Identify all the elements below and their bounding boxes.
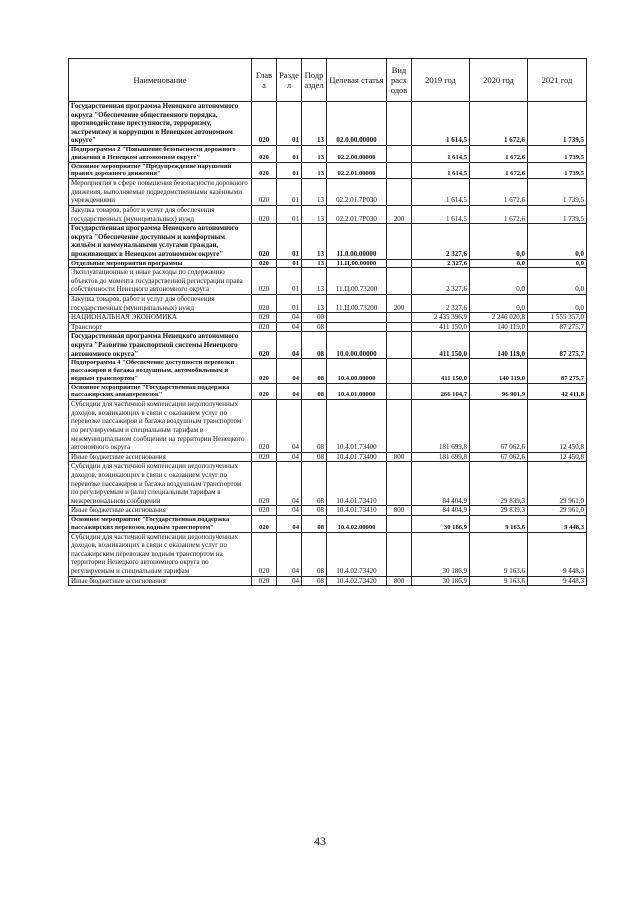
cell-vid: 200: [387, 205, 412, 223]
cell-vid: [387, 532, 412, 576]
cell-2020: 67 062,6: [470, 400, 528, 453]
cell-2020: 9 163,6: [470, 576, 528, 586]
cell-glava: 020: [252, 400, 277, 453]
table-row: [69, 452, 587, 462]
cell-target: 02.2.01.7Р030: [327, 179, 387, 206]
cell-target: 02.2.01.7Р030: [327, 205, 387, 223]
cell-target: 02.2.01.00000: [327, 162, 387, 179]
table-row: [69, 145, 587, 162]
cell-glava: 020: [252, 145, 277, 162]
cell-2019: 1 614,5: [412, 179, 470, 206]
cell-razdel: 04: [277, 383, 302, 400]
cell-2020: 0,0: [470, 295, 528, 313]
cell-glava: 020: [252, 332, 277, 359]
cell-2021: 12 450,8: [528, 400, 587, 453]
cell-name: Подпрограмма 2 "Повышение безопасности дорожного движения в Ненецком автономном округе": [69, 145, 252, 162]
page-number: 43: [314, 834, 326, 848]
cell-razdel: 04: [277, 322, 302, 332]
cell-target: 10.4.01.73410: [327, 462, 387, 506]
cell-razdel: 04: [277, 462, 302, 506]
header-2020: 2020 год: [470, 59, 528, 102]
cell-name: Иные бюджетные ассигнования: [69, 576, 252, 586]
cell-2021: 42 411,8: [528, 383, 587, 400]
cell-2020: 96 901,9: [470, 383, 528, 400]
cell-2021: 0,0: [528, 295, 587, 313]
cell-2019: 411 150,0: [412, 332, 470, 359]
cell-2021: 0,0: [528, 268, 587, 295]
cell-2019: 2 327,6: [412, 268, 470, 295]
cell-name: Иные бюджетные ассигнования: [69, 452, 252, 462]
cell-podrazdel: 13: [302, 224, 327, 259]
cell-vid: 800: [387, 452, 412, 462]
table-header-row: [69, 59, 587, 102]
cell-podrazdel: 13: [302, 145, 327, 162]
cell-2019: 30 186,9: [412, 576, 470, 586]
cell-2020: 140 119,0: [470, 322, 528, 332]
cell-target: [327, 322, 387, 332]
header-razdel: Разде л: [277, 59, 302, 102]
cell-glava: 020: [252, 515, 277, 532]
cell-vid: [387, 179, 412, 206]
cell-2020: 2 246 020,8: [470, 313, 528, 323]
cell-2020: 1 672,6: [470, 162, 528, 179]
cell-2021: 1 739,5: [528, 205, 587, 223]
cell-name: НАЦИОНАЛЬНАЯ ЭКОНОМИКА: [69, 313, 252, 323]
cell-razdel: 01: [277, 162, 302, 179]
table-row: [69, 322, 587, 332]
cell-2021: 0,0: [528, 259, 587, 268]
cell-razdel: 04: [277, 400, 302, 453]
cell-2019: 1 614,5: [412, 102, 470, 146]
header-vid: Вид расх одов: [387, 59, 412, 102]
cell-vid: [387, 359, 412, 383]
cell-2020: 1 672,6: [470, 179, 528, 206]
cell-target: 10.4.02.73420: [327, 576, 387, 586]
cell-2021: 29 961,0: [528, 462, 587, 506]
table-row: [69, 259, 587, 268]
cell-2019: 30 186,9: [412, 532, 470, 576]
cell-target: 10.4.01.73410: [327, 506, 387, 516]
table-row: [69, 359, 587, 383]
cell-target: 11.Ц.00.73200: [327, 268, 387, 295]
cell-2021: 87 275,7: [528, 322, 587, 332]
header-target: Целевая статья: [327, 59, 387, 102]
header-glava: Глав а: [252, 59, 277, 102]
cell-name: Закупка товаров, работ и услуг для обеспечения государственных (муниципальных) нужд: [69, 205, 252, 223]
cell-glava: 020: [252, 259, 277, 268]
cell-name: Основное мероприятие "Государственная поддержка пассажирских авиаперевозок": [69, 383, 252, 400]
cell-podrazdel: 08: [302, 462, 327, 506]
cell-name: Основное мероприятие "Государственная поддержка пассажирских перевозок водным транспортом": [69, 515, 252, 532]
cell-glava: 020: [252, 576, 277, 586]
cell-2021: 1 739,5: [528, 179, 587, 206]
cell-vid: [387, 224, 412, 259]
cell-podrazdel: 00: [302, 313, 327, 323]
table-row: [69, 532, 587, 576]
cell-glava: 020: [252, 359, 277, 383]
cell-vid: [387, 259, 412, 268]
cell-podrazdel: 08: [302, 576, 327, 586]
cell-name: Субсидии для частичной компенсации недополученных доходов, возникающих в связи с оказанием услуг по перевозке пассажиров и багажа воздушным транспортом по регулируемым и специальным тарифам в межмуниципальном сообщении на территории Ненецкого автономного округа: [69, 400, 252, 453]
cell-vid: [387, 313, 412, 323]
cell-2019: 1 614,5: [412, 205, 470, 223]
cell-2021: 1 739,5: [528, 102, 587, 146]
cell-2019: 84 404,9: [412, 462, 470, 506]
cell-2020: 0,0: [470, 224, 528, 259]
cell-razdel: 01: [277, 205, 302, 223]
cell-razdel: 01: [277, 295, 302, 313]
cell-razdel: 04: [277, 313, 302, 323]
cell-podrazdel: 13: [302, 268, 327, 295]
cell-razdel: 01: [277, 259, 302, 268]
cell-2021: 87 275,7: [528, 359, 587, 383]
cell-vid: [387, 322, 412, 332]
cell-2019: 181 699,8: [412, 400, 470, 453]
cell-razdel: 04: [277, 532, 302, 576]
cell-target: 10.4.01.73400: [327, 452, 387, 462]
cell-2020: 1 672,6: [470, 205, 528, 223]
table-row: [69, 462, 587, 506]
cell-2019: 2 327,6: [412, 224, 470, 259]
cell-target: 11.Ц.00.00000: [327, 259, 387, 268]
cell-glava: 020: [252, 532, 277, 576]
cell-razdel: 01: [277, 268, 302, 295]
cell-razdel: 04: [277, 332, 302, 359]
cell-glava: 020: [252, 506, 277, 516]
cell-2020: 29 839,3: [470, 462, 528, 506]
cell-2020: 0,0: [470, 268, 528, 295]
table-row: [69, 295, 587, 313]
table-row: [69, 313, 587, 323]
cell-podrazdel: 13: [302, 102, 327, 146]
cell-glava: 020: [252, 268, 277, 295]
cell-target: 10.0.00.00000: [327, 332, 387, 359]
cell-target: 10.4.01.00000: [327, 383, 387, 400]
header-podrazdel: Подр аздел: [302, 59, 327, 102]
cell-2020: 140 119,0: [470, 332, 528, 359]
cell-2019: 266 104,7: [412, 383, 470, 400]
cell-glava: 020: [252, 452, 277, 462]
cell-podrazdel: 13: [302, 205, 327, 223]
header-name: Наименование: [69, 59, 252, 102]
cell-podrazdel: 13: [302, 162, 327, 179]
cell-2019: 181 699,8: [412, 452, 470, 462]
cell-2019: 84 404,9: [412, 506, 470, 516]
cell-2021: 9 448,3: [528, 532, 587, 576]
cell-name: Закупка товаров, работ и услуг для обеспечения государственных (муниципальных) нужд: [69, 295, 252, 313]
cell-2019: 411 150,0: [412, 359, 470, 383]
table-row: [69, 102, 587, 146]
table-row: [69, 576, 587, 586]
cell-vid: [387, 332, 412, 359]
cell-vid: [387, 268, 412, 295]
cell-razdel: 01: [277, 179, 302, 206]
cell-vid: [387, 462, 412, 506]
table-row: [69, 268, 587, 295]
cell-2019: 1 614,5: [412, 162, 470, 179]
cell-podrazdel: 08: [302, 400, 327, 453]
cell-vid: [387, 400, 412, 453]
cell-vid: [387, 383, 412, 400]
cell-razdel: 04: [277, 359, 302, 383]
table-body: [69, 102, 587, 586]
cell-2019: 2 435 396,9: [412, 313, 470, 323]
cell-name: Субсидии для частичной компенсации недополученных доходов, возникающих в связи с оказанием услуг по пассажирским перевозкам водным транспортом на территории Ненецкого автономного округа по регулируемым и специальным тарифам: [69, 532, 252, 576]
cell-name: Отдельные мероприятия программы: [69, 259, 252, 268]
cell-podrazdel: 08: [302, 359, 327, 383]
cell-glava: 020: [252, 383, 277, 400]
cell-2019: 1 614,5: [412, 145, 470, 162]
cell-2021: 12 450,8: [528, 452, 587, 462]
table-row: [69, 205, 587, 223]
table-row: [69, 332, 587, 359]
cell-2019: 2 327,6: [412, 295, 470, 313]
cell-name: Основное мероприятие "Предупреждение нарушений правил дорожного движения": [69, 162, 252, 179]
header-2019: 2019 год: [412, 59, 470, 102]
cell-vid: 800: [387, 576, 412, 586]
table-row: [69, 400, 587, 453]
cell-name: Государственная программа Ненецкого автономного округа "Обеспечение общественного порядка, противодействие преступности, терроризму, экстремизму и коррупции в Ненецком автономном округе": [69, 102, 252, 146]
cell-2020: 0,0: [470, 259, 528, 268]
cell-2020: 9 163,6: [470, 515, 528, 532]
cell-name: Государственная программа Ненецкого автономного округа "Обеспечение доступным и комфортным жильём и коммунальными услугами граждан, проживающих в Ненецком автономном округе": [69, 224, 252, 259]
cell-name: Подпрограмма 4 "Обеспечение доступности перевозки пассажиров и багажа воздушным, автомобильным и водным транспортом": [69, 359, 252, 383]
cell-razdel: 01: [277, 224, 302, 259]
cell-glava: 020: [252, 224, 277, 259]
cell-podrazdel: 08: [302, 452, 327, 462]
cell-glava: 020: [252, 462, 277, 506]
table-row: [69, 224, 587, 259]
cell-2020: 67 062,6: [470, 452, 528, 462]
cell-podrazdel: 08: [302, 506, 327, 516]
cell-2020: 9 163,6: [470, 532, 528, 576]
cell-2021: 1 739,5: [528, 162, 587, 179]
cell-glava: 020: [252, 179, 277, 206]
cell-2020: 1 672,6: [470, 102, 528, 146]
table-row: [69, 162, 587, 179]
budget-table: [68, 58, 587, 586]
cell-2019: 2 327,6: [412, 259, 470, 268]
cell-target: 11.Ц.00.73200: [327, 295, 387, 313]
cell-2020: 140 119,0: [470, 359, 528, 383]
cell-podrazdel: 13: [302, 179, 327, 206]
cell-2020: 29 839,3: [470, 506, 528, 516]
cell-podrazdel: 08: [302, 322, 327, 332]
table-row: [69, 383, 587, 400]
cell-podrazdel: 08: [302, 332, 327, 359]
cell-2019: 30 186,9: [412, 515, 470, 532]
cell-vid: [387, 102, 412, 146]
cell-target: 10.4.02.00000: [327, 515, 387, 532]
cell-name: Транспорт: [69, 322, 252, 332]
cell-target: 10.4.02.73420: [327, 532, 387, 576]
cell-2019: 411 150,0: [412, 322, 470, 332]
cell-razdel: 04: [277, 515, 302, 532]
cell-name: Субсидии для частичной компенсации недополученных доходов, возникающих в связи с оказанием услуг по перевозке пассажиров и багажа воздушным транспортом по регулируемым и (или) специальным тарифам в межрегиональном сообщении: [69, 462, 252, 506]
cell-2021: 29 961,0: [528, 506, 587, 516]
cell-target: 02.2.00.00000: [327, 145, 387, 162]
cell-2021: 9 448,3: [528, 576, 587, 586]
cell-razdel: 04: [277, 576, 302, 586]
table-row: [69, 515, 587, 532]
cell-2021: 9 448,3: [528, 515, 587, 532]
cell-name: Государственная программа Ненецкого автономного округа "Развитие транспортной системы Ненецкого автономного округа": [69, 332, 252, 359]
cell-target: 10.4.01.73400: [327, 400, 387, 453]
cell-2020: 1 672,6: [470, 145, 528, 162]
cell-name: Мероприятия в сфере повышения безопасности дорожного движения, выполняемые подведомственными казёнными учреждениями: [69, 179, 252, 206]
cell-target: [327, 313, 387, 323]
cell-glava: 020: [252, 295, 277, 313]
cell-vid: 200: [387, 295, 412, 313]
table-row: [69, 179, 587, 206]
cell-podrazdel: 08: [302, 515, 327, 532]
cell-vid: 800: [387, 506, 412, 516]
cell-glava: 020: [252, 322, 277, 332]
cell-target: 11.0.00.00000: [327, 224, 387, 259]
cell-target: 10.4.00.00000: [327, 359, 387, 383]
cell-2021: 0,0: [528, 224, 587, 259]
cell-glava: 020: [252, 102, 277, 146]
cell-vid: [387, 515, 412, 532]
cell-podrazdel: 08: [302, 532, 327, 576]
cell-podrazdel: 13: [302, 295, 327, 313]
header-2021: 2021 год: [528, 59, 587, 102]
cell-name: Эксплуатационные и иные расходы по содержанию объектов до момента государственной регистрации права собственности Ненецкого автономного округа: [69, 268, 252, 295]
cell-2021: 87 275,7: [528, 332, 587, 359]
cell-podrazdel: 13: [302, 259, 327, 268]
cell-glava: 020: [252, 313, 277, 323]
cell-razdel: 01: [277, 145, 302, 162]
cell-name: Иные бюджетные ассигнования: [69, 506, 252, 516]
cell-vid: [387, 162, 412, 179]
cell-glava: 020: [252, 162, 277, 179]
cell-razdel: 04: [277, 452, 302, 462]
cell-razdel: 04: [277, 506, 302, 516]
cell-2021: 1 555 357,0: [528, 313, 587, 323]
cell-glava: 020: [252, 205, 277, 223]
cell-target: 02.0.00.00000: [327, 102, 387, 146]
cell-podrazdel: 08: [302, 383, 327, 400]
table-row: [69, 506, 587, 516]
cell-razdel: 01: [277, 102, 302, 146]
cell-vid: [387, 145, 412, 162]
cell-2021: 1 739,5: [528, 145, 587, 162]
